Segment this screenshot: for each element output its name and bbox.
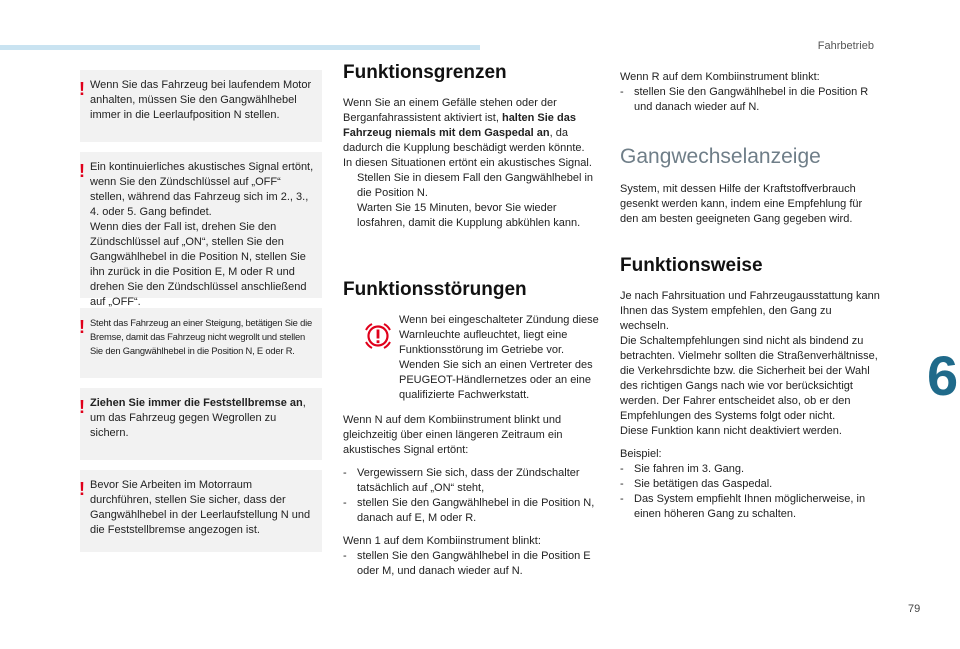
page-number: 79 [908,603,921,615]
warning-text: Ein kontinuierliches akustisches Signal ertönt, wenn Sie den Zündschlüssel auf „OFF“ stellen, während das Fahrzeug sich im 2., 3., 4. oder 5. Gang befindet. [90,161,314,218]
warnings-column [80,70,322,562]
warning-light-text: Wenn bei eingeschalteter Zündung diese Warnleuchte aufleuchtet, liegt eine Funktionsstörung im Getriebe vor. Wenden Sie sich an einen Vertreter des PEUGEOT-Händlernetzes oder an eine qualifizierte Fachwerkstatt. [399,314,599,401]
section-title-funktionsstoerungen: Funktionsstörungen [343,279,527,300]
list-item: - Das System empfiehlt Ihnen möglicherweise, in einen höheren Gang zu schalten. [620,493,866,520]
warning-box [79,152,322,308]
paragraph: In diesen Situationen ertönt ein akustisches Signal. [343,157,592,169]
exclamation-icon: ! [79,79,85,99]
warning-rest-text: , um das Fahrzeug gegen Wegrollen zu sichern. [90,397,306,439]
warning-triangle-icon [363,321,393,351]
paragraph: Die Schaltempfehlungen sind nicht als bindend zu betrachten. Vielmehr sollten die Straßenverhältnisse, die Verkehrsdichte bzw. die Sicherheit bei der Wahl des richtigen Gangs nach wie vor berücksichtigt werden. Der Fahrer entscheidet also, ob er den Empfehlungen des Systems folgt oder nicht. [620,335,878,422]
bullet-list [343,466,605,526]
section-title-funktionsgrenzen: Funktionsgrenzen [343,62,507,83]
list-item: - Sie fahren im 3. Gang. [620,463,745,475]
paragraph: Wenn R auf dem Kombiinstrument blinkt: [620,71,820,83]
bullet-list [343,549,605,579]
warning-box [80,388,322,460]
paragraph: Wenn N auf dem Kombiinstrument blinkt und gleichzeitig über einen längeren Zeitraum ein akustisches Signal ertönt: [343,414,563,456]
bullet-list [343,171,605,231]
list-item: - stellen Sie den Gangwählhebel in die Position E oder M, und danach wieder auf N. [343,550,591,577]
paragraph: Diese Funktion kann nicht deaktiviert werden. [620,425,842,437]
right-column [620,70,882,522]
exclamation-icon: ! [79,479,85,499]
header-accent-bar [0,45,480,50]
middle-column [343,62,605,579]
section-title-funktionsweise: Funktionsweise [620,255,763,276]
warning-box [80,308,322,378]
list-item: - stellen Sie den Gangwählhebel in die Position R und danach wieder auf N. [620,86,869,113]
paragraph: Je nach Fahrsituation und Fahrzeugausstattung kann Ihnen das System empfehlen, den Gang zu wechseln. [620,290,880,332]
bullet-list [620,462,882,522]
list-item: Stellen Sie in diesem Fall den Gangwählhebel in die Position N. [357,172,594,199]
chapter-name: Fahrbetrieb [817,40,874,52]
chapter-number: 6 [927,344,959,407]
paragraph: Beispiel: [620,448,662,460]
paragraph: Wenn 1 auf dem Kombiinstrument blinkt: [343,535,541,547]
paragraph: Wenn Sie an einem Gefälle stehen oder der Berganfahrassistent aktiviert ist, halten Sie das Fahrzeug niemals mit dem Gaspedal an, da dadurch die Kupplung beschädigt werden könnte. [343,97,585,154]
section-title-gangwechselanzeige: Gangwechselanzeige [620,145,821,168]
list-item: - Vergewissern Sie sich, dass der Zündschalter tatsächlich auf „ON“ steht, [343,467,580,494]
warning-text: Bevor Sie Arbeiten im Motorraum durchführen, stellen Sie sicher, dass der Gangwählhebel in der Leerlaufstellung N und die Feststellbremse angezogen ist. [90,479,311,536]
exclamation-icon: ! [79,317,85,337]
exclamation-icon: ! [79,397,85,417]
warning-text [90,396,316,441]
bullet-list [620,85,882,115]
warning-text: Wenn dies der Fall ist, drehen Sie den Zündschlüssel auf „ON“, stellen Sie den Gangwählhebel in die Position N, stellen Sie ihn zurück in die Position E, M oder R und drehen Sie den Zündschlüssel anschließend auf „OFF“. [90,221,307,308]
exclamation-icon: ! [79,161,85,181]
warning-light-block [343,313,605,403]
warning-bold-text: Ziehen Sie immer die Feststellbremse an [90,397,303,409]
warning-box [80,470,322,552]
warning-box [80,70,322,142]
list-item: Warten Sie 15 Minuten, bevor Sie wieder losfahren, damit die Kupplung abkühlen kann. [357,202,581,229]
warning-text: Wenn Sie das Fahrzeug bei laufendem Motor anhalten, müssen Sie den Gangwählhebel immer in die Leerlaufposition N stellen. [90,79,312,121]
list-item: - Sie betätigen das Gaspedal. [620,478,773,490]
list-item: - stellen Sie den Gangwählhebel in die Position N, danach auf E, M oder R. [343,497,595,524]
paragraph: System, mit dessen Hilfe der Kraftstoffverbrauch gesenkt werden kann, indem eine Empfehlung für den am besten geeigneten Gang gegeben wird. [620,183,863,225]
warning-text: Steht das Fahrzeug an einer Steigung, betätigen Sie die Bremse, damit das Fahrzeug nicht wegrollt und stellen Sie den Gangwählhebel in die Position N, E oder R. [90,317,312,356]
